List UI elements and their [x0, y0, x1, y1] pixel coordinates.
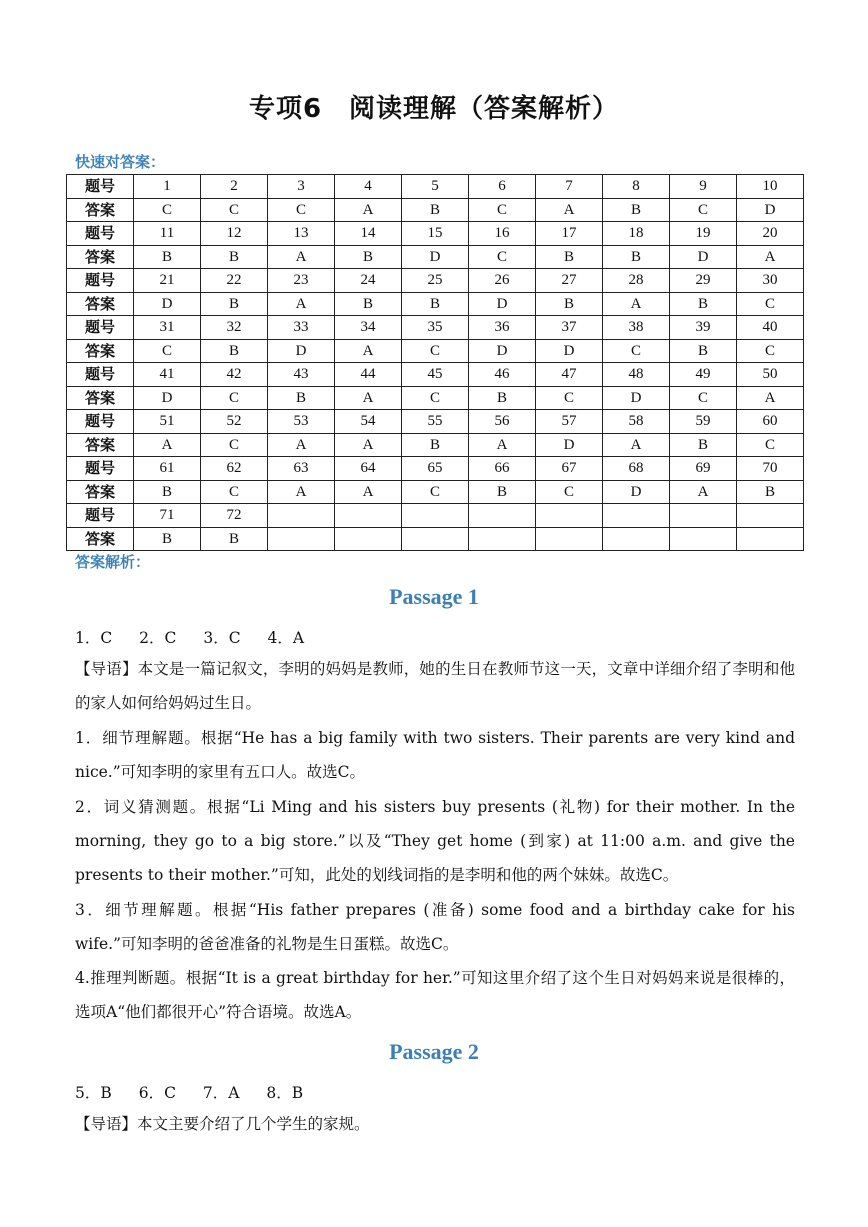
question-number-cell: 7 — [536, 175, 603, 199]
answer-row — [67, 386, 804, 410]
question-number-cell: 48 — [603, 363, 670, 387]
answer-row — [67, 480, 804, 504]
answer-cell: C — [536, 480, 603, 504]
answer-cell — [603, 527, 670, 551]
answer-cell: A — [603, 292, 670, 316]
passage-2-intro: 【导语】本文主要介绍了几个学生的家规。 — [75, 1115, 370, 1133]
answer-cell — [737, 527, 804, 551]
row-label-answer: 答案 — [67, 386, 134, 410]
question-number-cell: 15 — [402, 222, 469, 246]
answer-item: 3．C — [203, 629, 241, 647]
question-number-cell: 64 — [335, 457, 402, 481]
answer-cell: B — [737, 480, 804, 504]
question-number-row — [67, 363, 804, 387]
question-number-cell: 40 — [737, 316, 804, 340]
question-number-row — [67, 457, 804, 481]
answer-cell: B — [201, 527, 268, 551]
answer-cell: B — [201, 339, 268, 363]
answer-cell — [335, 527, 402, 551]
answer-cell: C — [737, 433, 804, 457]
answer-cell: C — [201, 433, 268, 457]
question-number-cell: 37 — [536, 316, 603, 340]
question-number-cell: 65 — [402, 457, 469, 481]
question-number-cell: 72 — [201, 504, 268, 528]
question-number-cell: 30 — [737, 269, 804, 293]
question-number-cell: 11 — [134, 222, 201, 246]
question-number-cell — [402, 504, 469, 528]
answer-item: 2．C — [139, 629, 177, 647]
answer-cell: B — [603, 245, 670, 269]
answer-row — [67, 245, 804, 269]
question-number-row — [67, 222, 804, 246]
answer-cell: A — [737, 245, 804, 269]
answer-cell: B — [335, 245, 402, 269]
answer-item: 8．B — [266, 1084, 304, 1102]
answer-cell — [268, 527, 335, 551]
question-number-cell: 44 — [335, 363, 402, 387]
answer-cell: D — [402, 245, 469, 269]
question-number-cell: 27 — [536, 269, 603, 293]
answer-cell: B — [536, 245, 603, 269]
answer-cell: D — [469, 339, 536, 363]
answer-cell: A — [469, 433, 536, 457]
question-number-cell: 41 — [134, 363, 201, 387]
question-number-cell: 25 — [402, 269, 469, 293]
question-number-cell: 9 — [670, 175, 737, 199]
row-label-question: 题号 — [67, 316, 134, 340]
quick-answer-label: 快速对答案： — [75, 153, 166, 171]
passage-1-q2: 2．词义猜测题。根据“Li Ming and his sisters buy presents (礼物) for their mother. In the morning, they go to a big store.”以及“They get home (到家) at 11:00 a.m. and give the presents to their mother.”可知，此处的划线词指的是李明和他的两个妹妹。故选C。 — [75, 798, 795, 884]
answer-row — [67, 339, 804, 363]
question-number-cell: 4 — [335, 175, 402, 199]
answer-cell: C — [737, 339, 804, 363]
answer-cell: A — [335, 433, 402, 457]
passage-2-answers — [75, 1081, 325, 1103]
row-label-answer: 答案 — [67, 433, 134, 457]
answer-cell: C — [402, 480, 469, 504]
answer-cell: A — [268, 245, 335, 269]
question-number-cell: 17 — [536, 222, 603, 246]
answer-cell: C — [737, 292, 804, 316]
answer-cell: C — [134, 198, 201, 222]
question-number-cell — [268, 504, 335, 528]
answer-cell: A — [603, 433, 670, 457]
answer-cell: A — [335, 198, 402, 222]
answer-cell: B — [268, 386, 335, 410]
question-number-cell: 14 — [335, 222, 402, 246]
answer-cell: B — [402, 198, 469, 222]
question-number-cell: 13 — [268, 222, 335, 246]
answer-cell: C — [201, 198, 268, 222]
answer-cell: B — [469, 386, 536, 410]
row-label-answer: 答案 — [67, 198, 134, 222]
question-number-cell: 28 — [603, 269, 670, 293]
question-number-cell — [603, 504, 670, 528]
answer-cell: A — [268, 433, 335, 457]
answer-cell: C — [268, 198, 335, 222]
question-number-cell: 24 — [335, 269, 402, 293]
answer-cell: B — [402, 433, 469, 457]
question-number-row — [67, 269, 804, 293]
answer-table — [66, 174, 804, 551]
passage-1-q4: 4.推理判断题。根据“It is a great birthday for her.”可知这里介绍了这个生日对妈妈来说是很棒的，选项A“他们都很开心”符合语境。故选A。 — [75, 969, 795, 1021]
row-label-answer: 答案 — [67, 480, 134, 504]
question-number-row — [67, 504, 804, 528]
question-number-cell: 66 — [469, 457, 536, 481]
answer-row — [67, 198, 804, 222]
answer-cell: B — [201, 292, 268, 316]
question-number-cell: 10 — [737, 175, 804, 199]
question-number-cell: 31 — [134, 316, 201, 340]
question-number-cell: 61 — [134, 457, 201, 481]
answer-item: 1．C — [75, 629, 113, 647]
passage-1-q3: 3．细节理解题。根据“His father prepares (准备) some food and a birthday cake for his wife.”可知李明的爸爸准备的礼物是生日蛋糕。故选C。 — [75, 901, 795, 953]
answer-cell: C — [469, 245, 536, 269]
question-number-cell: 42 — [201, 363, 268, 387]
question-number-cell: 46 — [469, 363, 536, 387]
analysis-label: 答案解析： — [75, 553, 151, 571]
answer-cell: D — [670, 245, 737, 269]
question-number-cell: 39 — [670, 316, 737, 340]
question-number-cell: 52 — [201, 410, 268, 434]
answer-cell: C — [134, 339, 201, 363]
question-number-cell: 22 — [201, 269, 268, 293]
answer-cell: A — [536, 198, 603, 222]
question-number-cell: 20 — [737, 222, 804, 246]
question-number-cell: 68 — [603, 457, 670, 481]
answer-cell: C — [201, 480, 268, 504]
row-label-answer: 答案 — [67, 245, 134, 269]
question-number-cell: 26 — [469, 269, 536, 293]
answer-cell: B — [469, 480, 536, 504]
question-number-cell: 12 — [201, 222, 268, 246]
answer-cell — [469, 527, 536, 551]
answer-cell: D — [737, 198, 804, 222]
answer-item: 5．B — [75, 1084, 112, 1102]
question-number-cell: 36 — [469, 316, 536, 340]
question-number-row — [67, 410, 804, 434]
question-number-cell: 69 — [670, 457, 737, 481]
answer-cell: D — [603, 480, 670, 504]
question-number-cell: 59 — [670, 410, 737, 434]
answer-cell: B — [201, 245, 268, 269]
passage-1-answers — [75, 626, 326, 648]
answer-cell: D — [134, 386, 201, 410]
question-number-cell: 34 — [335, 316, 402, 340]
question-number-cell: 50 — [737, 363, 804, 387]
passage-1-title: Passage 1 — [389, 584, 479, 609]
answer-item: 4．A — [267, 629, 305, 647]
question-number-cell: 57 — [536, 410, 603, 434]
question-number-cell: 56 — [469, 410, 536, 434]
passage-1-intro: 【导语】本文是一篇记叙文，李明的妈妈是教师，她的生日在教师节这一天，文章中详细介绍了李明和他的家人如何给妈妈过生日。 — [75, 660, 795, 712]
answer-item: 6．C — [138, 1084, 176, 1102]
question-number-cell: 54 — [335, 410, 402, 434]
question-number-cell: 21 — [134, 269, 201, 293]
question-number-cell: 45 — [402, 363, 469, 387]
answer-row — [67, 292, 804, 316]
question-number-cell: 5 — [402, 175, 469, 199]
answer-cell: A — [335, 339, 402, 363]
answer-cell: B — [670, 433, 737, 457]
question-number-cell: 32 — [201, 316, 268, 340]
question-number-cell: 47 — [536, 363, 603, 387]
answer-cell: C — [603, 339, 670, 363]
answer-cell: D — [268, 339, 335, 363]
question-number-cell: 38 — [603, 316, 670, 340]
question-number-cell: 63 — [268, 457, 335, 481]
answer-cell: B — [134, 480, 201, 504]
answer-cell — [670, 527, 737, 551]
passage-1-q1: 1．细节理解题。根据“He has a big family with two sisters. Their parents are very kind and nice.”可知李明的家里有五口人。故选C。 — [75, 729, 795, 781]
question-number-cell: 8 — [603, 175, 670, 199]
row-label-answer: 答案 — [67, 292, 134, 316]
answer-cell: A — [134, 433, 201, 457]
answer-cell: D — [134, 292, 201, 316]
row-label-question: 题号 — [67, 363, 134, 387]
question-number-cell: 19 — [670, 222, 737, 246]
row-label-question: 题号 — [67, 410, 134, 434]
question-number-cell: 67 — [536, 457, 603, 481]
question-number-cell — [536, 504, 603, 528]
question-number-cell: 55 — [402, 410, 469, 434]
question-number-cell — [737, 504, 804, 528]
question-number-cell: 16 — [469, 222, 536, 246]
question-number-cell: 51 — [134, 410, 201, 434]
question-number-cell — [469, 504, 536, 528]
answer-item: 7．A — [202, 1084, 240, 1102]
answer-cell: C — [469, 198, 536, 222]
answer-cell: B — [134, 245, 201, 269]
question-number-cell: 23 — [268, 269, 335, 293]
answer-cell: C — [402, 339, 469, 363]
row-label-question: 题号 — [67, 504, 134, 528]
row-label-question: 题号 — [67, 457, 134, 481]
row-label-question: 题号 — [67, 222, 134, 246]
question-number-cell — [670, 504, 737, 528]
answer-cell: C — [670, 198, 737, 222]
question-number-cell: 18 — [603, 222, 670, 246]
answer-cell: B — [134, 527, 201, 551]
answer-cell: A — [335, 480, 402, 504]
answer-cell: B — [670, 292, 737, 316]
answer-cell: B — [603, 198, 670, 222]
row-label-answer: 答案 — [67, 339, 134, 363]
answer-cell: D — [469, 292, 536, 316]
answer-cell: A — [268, 292, 335, 316]
question-number-cell: 49 — [670, 363, 737, 387]
row-label-question: 题号 — [67, 269, 134, 293]
question-number-cell: 6 — [469, 175, 536, 199]
answer-cell: A — [670, 480, 737, 504]
answer-cell: C — [402, 386, 469, 410]
answer-cell: C — [670, 386, 737, 410]
question-number-cell: 60 — [737, 410, 804, 434]
question-number-cell: 29 — [670, 269, 737, 293]
question-number-cell — [335, 504, 402, 528]
answer-cell: A — [335, 386, 402, 410]
answer-cell: C — [201, 386, 268, 410]
answer-cell: D — [536, 339, 603, 363]
answer-cell: A — [737, 386, 804, 410]
question-number-row — [67, 175, 804, 199]
row-label-question: 题号 — [67, 175, 134, 199]
question-number-cell: 35 — [402, 316, 469, 340]
question-number-cell: 53 — [268, 410, 335, 434]
answer-cell: D — [536, 433, 603, 457]
question-number-cell: 58 — [603, 410, 670, 434]
passage-2-title: Passage 2 — [389, 1039, 479, 1064]
answer-cell: C — [536, 386, 603, 410]
answer-row — [67, 527, 804, 551]
question-number-cell: 33 — [268, 316, 335, 340]
question-number-row — [67, 316, 804, 340]
answer-cell: A — [268, 480, 335, 504]
question-number-cell: 2 — [201, 175, 268, 199]
question-number-cell: 71 — [134, 504, 201, 528]
answer-cell: B — [670, 339, 737, 363]
answer-cell: B — [335, 292, 402, 316]
row-label-answer: 答案 — [67, 527, 134, 551]
answer-row — [67, 433, 804, 457]
answer-cell: B — [402, 292, 469, 316]
question-number-cell: 1 — [134, 175, 201, 199]
question-number-cell: 62 — [201, 457, 268, 481]
question-number-cell: 70 — [737, 457, 804, 481]
page-title: 专项6 阅读理解（答案解析） — [248, 94, 620, 124]
question-number-cell: 3 — [268, 175, 335, 199]
answer-cell: B — [536, 292, 603, 316]
answer-cell — [402, 527, 469, 551]
answer-cell: D — [603, 386, 670, 410]
question-number-cell: 43 — [268, 363, 335, 387]
answer-cell — [536, 527, 603, 551]
